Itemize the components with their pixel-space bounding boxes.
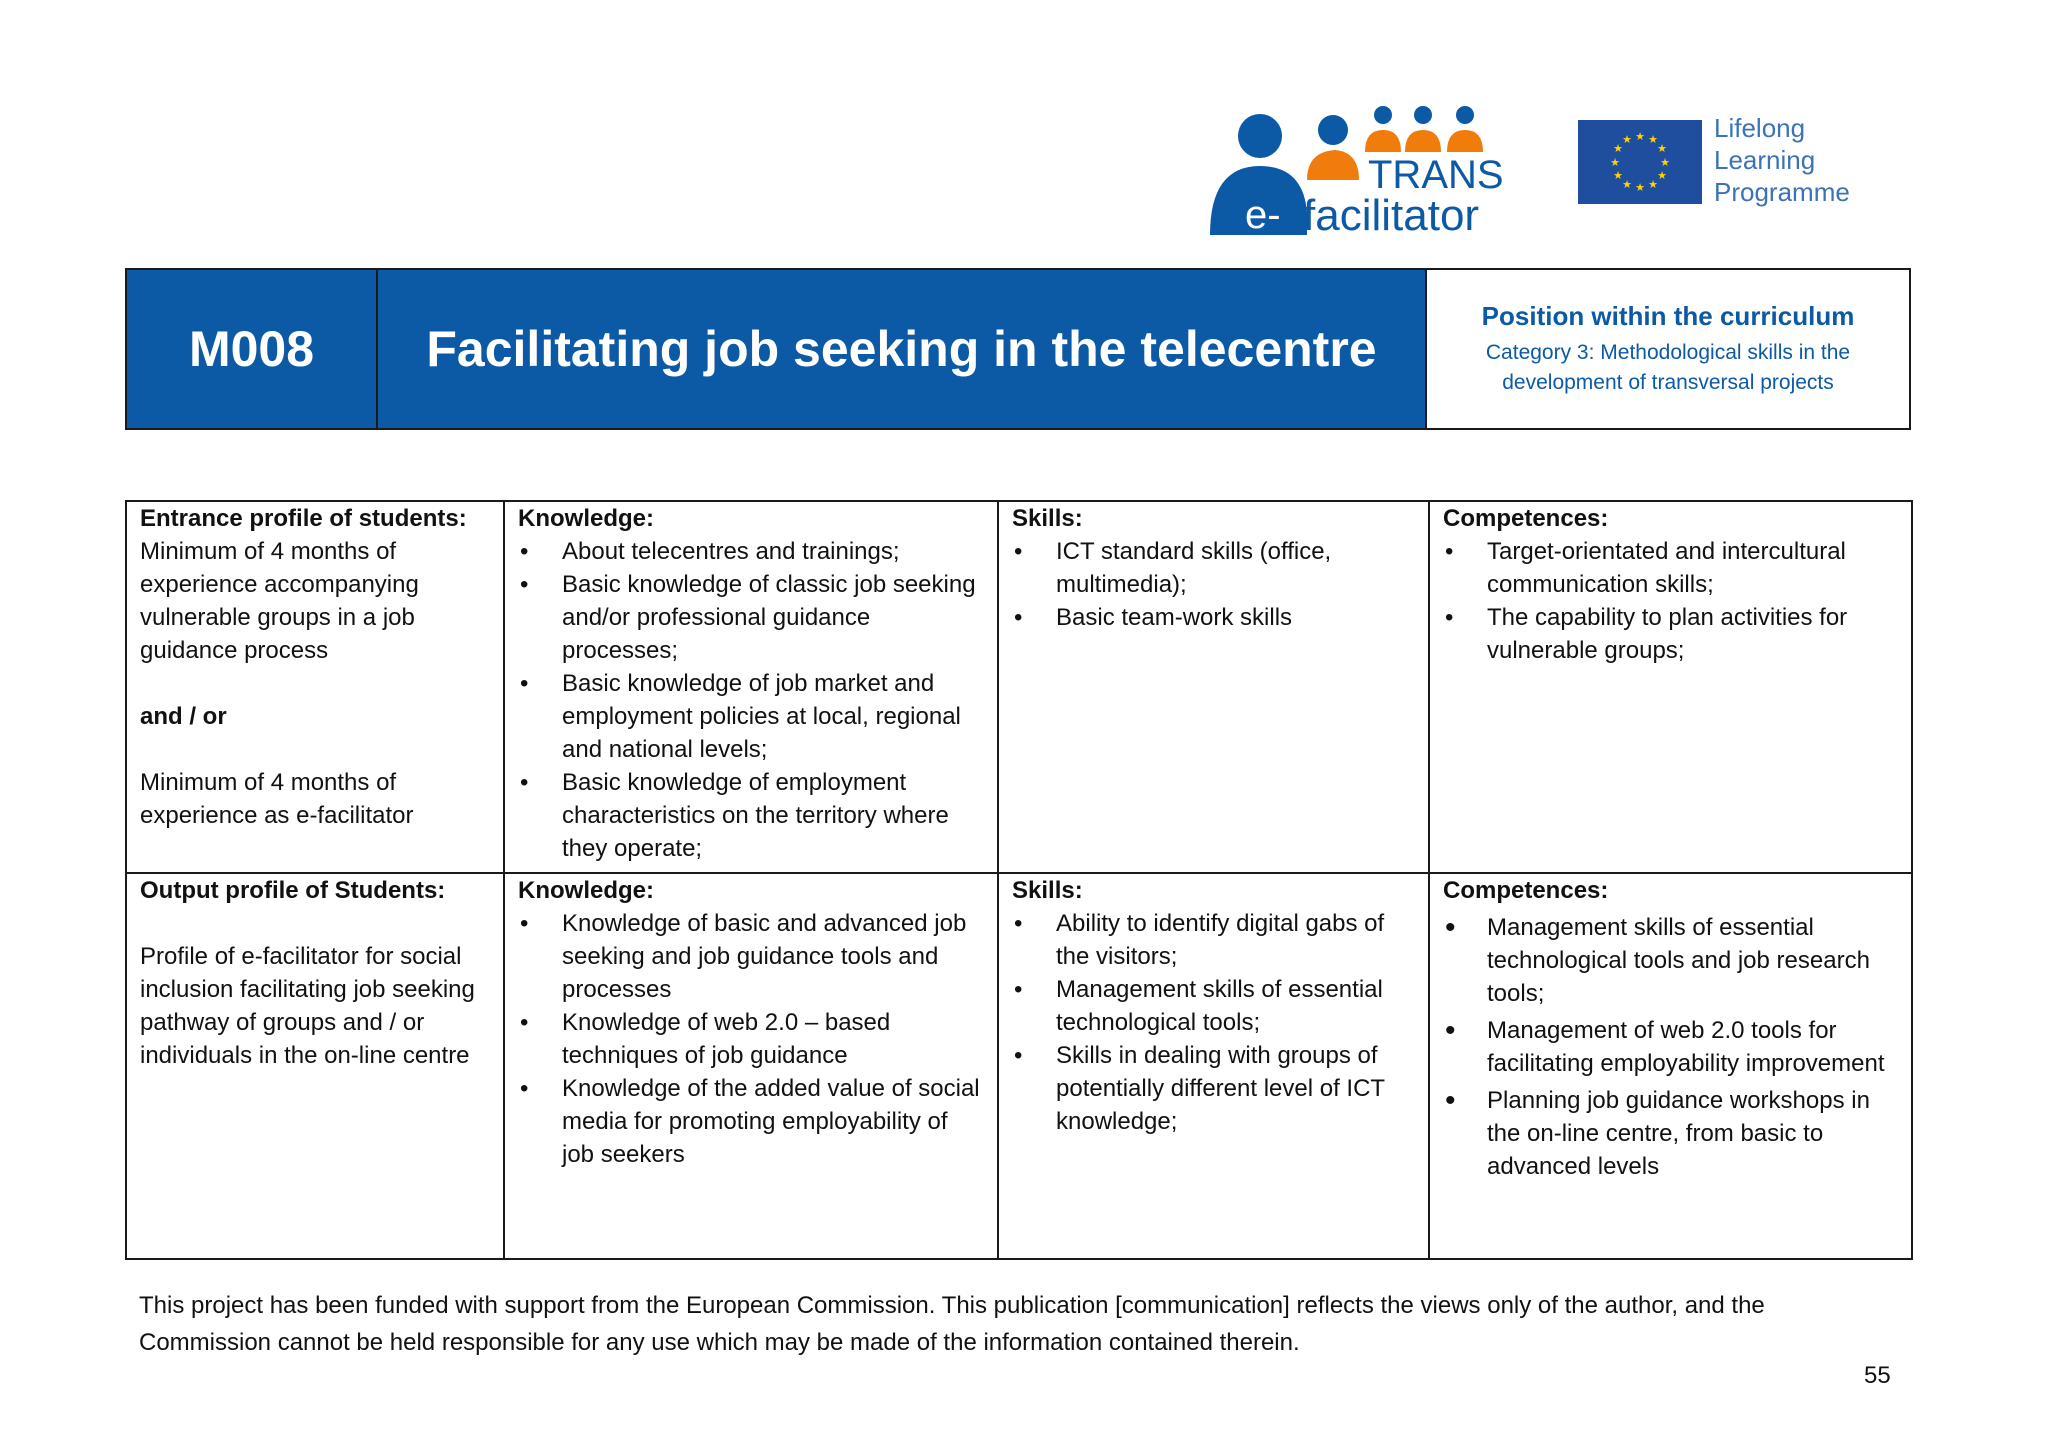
skills-list: [1012, 535, 1416, 634]
eu-llp-logo: [1578, 112, 1878, 212]
competences-heading: Competences:: [1443, 505, 1609, 532]
knowledge-heading: Knowledge:: [518, 877, 654, 904]
trans-efacilitator-logo: [1205, 100, 1505, 240]
svg-text:★: ★: [1622, 133, 1632, 146]
entrance-competences-cell: [1429, 501, 1912, 873]
list-item: • Knowledge of basic and advanced job seeking and job guidance tools and processes: [518, 907, 985, 1006]
list-item: • Basic team-work skills: [1012, 601, 1416, 634]
list-item: • Basic knowledge of employment characteristics on the territory where they operate;: [518, 766, 985, 865]
list-item: • Knowledge of the added value of social media for promoting employability of job seekers: [518, 1072, 985, 1171]
eu-flag-icon: [1578, 120, 1702, 204]
list-item: • Ability to identify digital gabs of the visitors;: [1012, 907, 1416, 973]
output-profile-cell: [126, 873, 504, 1259]
eu-stars-icon: [1578, 120, 1702, 204]
svg-text:★: ★: [1648, 133, 1658, 146]
svg-text:★: ★: [1648, 178, 1658, 191]
svg-text:★: ★: [1660, 156, 1670, 169]
funding-disclaimer: This project has been funded with support from the European Commission. This publication [communication] reflects the views only of the author, and the Commission cannot be held responsible for any use which may be made of the information contained therein.: [139, 1292, 1765, 1356]
eu-text-line: Learning: [1714, 145, 1816, 175]
output-knowledge-cell: [504, 873, 998, 1259]
knowledge-list: [518, 535, 985, 865]
skills-heading: Skills:: [1012, 505, 1083, 532]
entrance-andor: and / or: [140, 703, 227, 730]
eu-text-line: Programme: [1714, 177, 1850, 207]
table-row-output: [126, 873, 1912, 1259]
list-item: • Basic knowledge of job market and employment policies at local, regional and national levels;: [518, 667, 985, 766]
competences-list: [1443, 911, 1899, 1183]
eu-programme-name: [1714, 112, 1850, 208]
output-heading: Output profile of Students:: [140, 877, 446, 904]
list-item: • ICT standard skills (office, multimedia);: [1012, 535, 1416, 601]
output-text: Profile of e-facilitator for social inclusion facilitating job seeking pathway of groups and / or individuals in the on-line centre: [140, 943, 475, 1069]
logo-person-head: [1238, 114, 1282, 158]
logo-person-head: [1414, 106, 1432, 124]
list-item: • Skills in dealing with groups of potentially different level of ICT knowledge;: [1012, 1039, 1416, 1138]
list-item: • Management of web 2.0 tools for facilitating employability improvement: [1443, 1014, 1899, 1080]
position-title: Position within the curriculum: [1481, 300, 1855, 331]
svg-text:★: ★: [1622, 178, 1632, 191]
list-item: • About telecentres and trainings;: [518, 535, 985, 568]
svg-text:★: ★: [1657, 142, 1667, 155]
competences-heading: Competences:: [1443, 877, 1609, 904]
output-skills-cell: [998, 873, 1429, 1259]
svg-text:★: ★: [1613, 142, 1623, 155]
module-header: [125, 268, 1911, 430]
module-title: Facilitating job seeking in the telecentre: [378, 270, 1427, 428]
knowledge-list: [518, 907, 985, 1171]
curriculum-position: [1427, 270, 1909, 428]
list-item: • Target-orientated and intercultural communication skills;: [1443, 535, 1899, 601]
skills-list: [1012, 907, 1416, 1138]
output-competences-cell: [1429, 873, 1912, 1259]
module-code: M008: [127, 270, 378, 428]
profile-table: [125, 500, 1913, 1260]
list-item: • Management skills of essential technological tools;: [1012, 973, 1416, 1039]
entrance-skills-cell: [998, 501, 1429, 873]
list-item: • The capability to plan activities for vulnerable groups;: [1443, 601, 1899, 667]
logo-person-body: [1365, 130, 1401, 152]
competences-list: [1443, 535, 1899, 667]
svg-text:★: ★: [1635, 130, 1645, 143]
table-row-entrance: [126, 501, 1912, 873]
page-number: 55: [1864, 1362, 1891, 1389]
eu-text-line: Lifelong: [1714, 113, 1806, 143]
entrance-text: Minimum of 4 months of experience as e-facilitator: [140, 769, 414, 829]
entrance-knowledge-cell: [504, 501, 998, 873]
logo-person-head: [1374, 106, 1392, 124]
trans-logo-graphic: [1205, 100, 1505, 240]
logo-e-prefix: e-: [1245, 193, 1281, 237]
entrance-text: Minimum of 4 months of experience accompanying vulnerable groups in a job guidance process: [140, 538, 419, 664]
entrance-profile-cell: [126, 501, 504, 873]
logo-trans-text: TRANS: [1368, 153, 1504, 197]
list-item: • Planning job guidance workshops in the on-line centre, from basic to advanced levels: [1443, 1084, 1899, 1183]
entrance-heading: Entrance profile of students:: [140, 505, 467, 532]
svg-text:★: ★: [1657, 169, 1667, 182]
knowledge-heading: Knowledge:: [518, 505, 654, 532]
svg-text:★: ★: [1635, 181, 1645, 194]
logo-person-head: [1318, 115, 1348, 145]
skills-heading: Skills:: [1012, 877, 1083, 904]
list-item: • Knowledge of web 2.0 – based techniques of job guidance: [518, 1006, 985, 1072]
logo-facilitator-text: facilitator: [1303, 191, 1480, 240]
list-item: • Basic knowledge of classic job seeking and/or professional guidance processes;: [518, 568, 985, 667]
logo-person-body: [1307, 150, 1359, 180]
logo-person-body: [1447, 130, 1483, 152]
position-category: Category 3: Methodological skills in the development of transversal projects: [1485, 340, 1851, 394]
list-item: • Management skills of essential technological tools and job research tools;: [1443, 911, 1899, 1010]
svg-text:★: ★: [1610, 156, 1620, 169]
logo-person-head: [1456, 106, 1474, 124]
logo-person-body: [1405, 130, 1441, 152]
svg-text:★: ★: [1613, 169, 1623, 182]
